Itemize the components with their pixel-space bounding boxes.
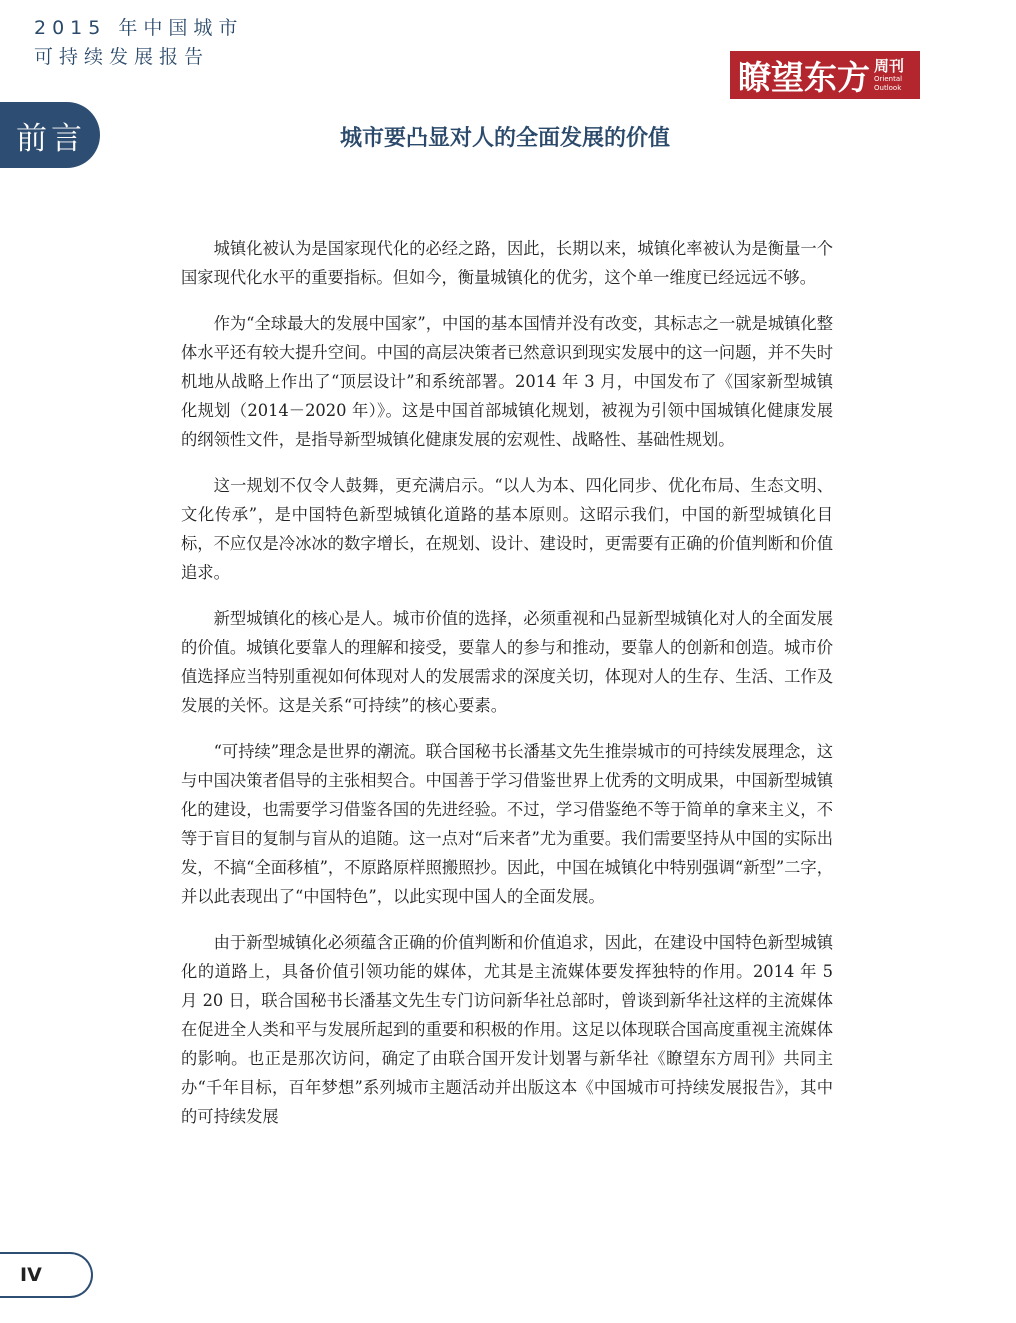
paragraph: 新型城镇化的核心是人。城市价值的选择，必须重视和凸显新型城镇化对人的全面发展的价值。城镇化要靠人的理解和接受，要靠人的参与和推动，要靠人的创新和创造。城市价值选择应当特别重视如何体现对人的发展需求的深度关切，体现对人的生存、生活、工作及发展的关怀。这是关系“可持续”的核心要素。: [181, 609, 833, 715]
logo-english-line-2: Outlook: [874, 83, 902, 92]
report-title: [34, 14, 243, 72]
publication-logo: [730, 51, 920, 99]
article-body: [181, 234, 833, 1148]
paragraph: 由于新型城镇化必须蕴含正确的价值判断和价值追求，因此，在建设中国特色新型城镇化的道路上，具备价值引领功能的媒体，尤其是主流媒体要发挥独特的作用。2014 年 5 月 20 日，联合国秘书长潘基文先生专门访问新华社总部时，曾谈到新华社这样的主流媒体在促进全人类和平与发展所起到的重要和积极的作用。这足以体现联合国高度重视主流媒体的影响。也正是那次访问，确定了由联合国开发计划署与新华社《瞭望东方周刊》共同主办“千年目标，百年梦想”系列城市主题活动并出版这本《中国城市可持续发展报告》，其中的可持续发展: [181, 933, 833, 1126]
logo-main-text: 瞭望东方: [738, 57, 870, 97]
section-label: 前言: [16, 120, 86, 157]
report-title-line-2: 可持续发展报告: [34, 46, 210, 68]
paragraph: 作为“全球最大的发展中国家”，中国的基本国情并没有改变，其标志之一就是城镇化整体水平还有较大提升空间。中国的高层决策者已然意识到现实发展中的这一问题，并不失时机地从战略上作出了“顶层设计”和系统部署。2014 年 3 月，中国发布了《国家新型城镇化规划（2014－2020 年）》。这是中国首部城镇化规划，被视为引领中国城镇化健康发展的纲领性文件，是指导新型城镇化健康发展的宏观性、战略性、基础性规划。: [181, 314, 833, 449]
article-title: 城市要凸显对人的全面发展的价值: [339, 126, 670, 151]
paragraph: 城镇化被认为是国家现代化的必经之路，因此，长期以来，城镇化率被认为是衡量一个国家现代化水平的重要指标。但如今，衡量城镇化的优劣，这个单一维度已经远远不够。: [181, 239, 833, 287]
logo-side-block: [874, 56, 905, 92]
logo-english-line-1: Oriental: [874, 74, 903, 83]
logo-side-text: 周刊: [874, 56, 905, 75]
section-tab: [0, 102, 100, 168]
report-title-line-1: 2015 年中国城市: [34, 17, 244, 39]
page-number: IV: [20, 1264, 42, 1286]
page-number-tab: [0, 1252, 93, 1298]
paragraph: 这一规划不仅令人鼓舞，更充满启示。“以人为本、四化同步、优化布局、生态文明、文化传承”，是中国特色新型城镇化道路的基本原则。这昭示我们，中国的新型城镇化目标，不应仅是冷冰冰的数字增长，在规划、设计、建设时，更需要有正确的价值判断和价值追求。: [181, 476, 833, 582]
paragraph: “可持续”理念是世界的潮流。联合国秘书长潘基文先生推崇城市的可持续发展理念，这与中国决策者倡导的主张相契合。中国善于学习借鉴世界上优秀的文明成果，中国新型城镇化的建设，也需要学习借鉴各国的先进经验。不过，学习借鉴绝不等于简单的拿来主义，不等于盲目的复制与盲从的追随。这一点对“后来者”尤为重要。我们需要坚持从中国的实际出发，不搞“全面移植”，不原路原样照搬照抄。因此，中国在城镇化中特别强调“新型”二字，并以此表现出了“中国特色”，以此实现中国人的全面发展。: [181, 742, 833, 906]
